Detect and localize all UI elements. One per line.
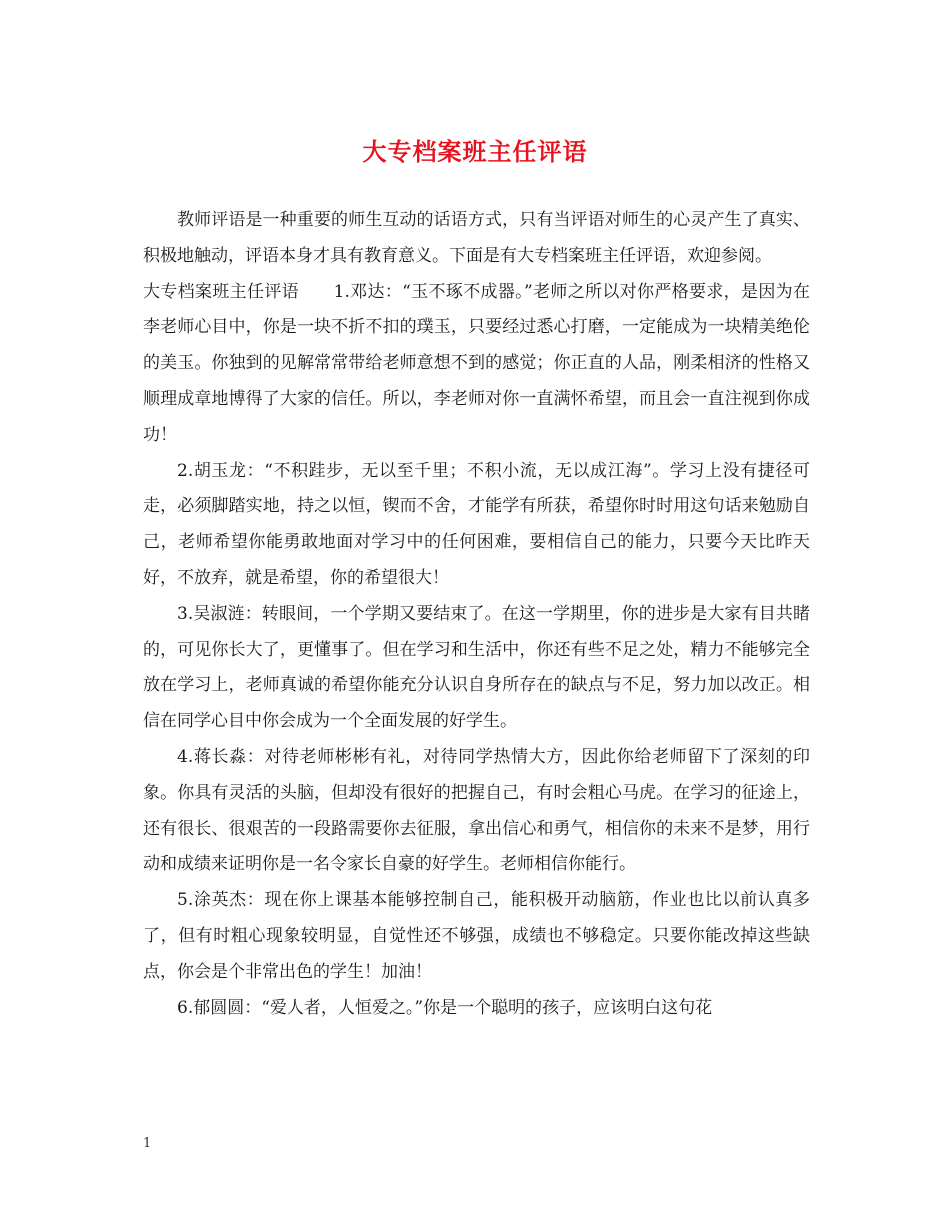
paragraph-comment-6: 6.郁圆圆：“爱人者，人恒爱之。”你是一个聪明的孩子，应该明白这句花 bbox=[177, 997, 713, 1018]
document-body bbox=[143, 203, 810, 1026]
paragraph-comment-1: 大专档案班主任评语 1.邓达：“玉不琢不成器。”老师之所以对你严格要求，是因为在李老师心目中，你是一块不折不扣的璞玉，只要经过悉心打磨，一定能成为一块精美绝伦的美玉。你独到的见解常常带给老师意想不到的感觉；你正直的人品，刚柔相济的性格又顺理成章地博得了大家的信任。所以，李老师对你一直满怀希望，而且会一直注视到你成功！ bbox=[143, 281, 810, 445]
page-number: 1 bbox=[143, 1136, 152, 1151]
paragraph-comment-5: 5.涂英杰：现在你上课基本能够控制自己，能积极开动脑筋，作业也比以前认真多了，但有时粗心现象较明显，自觉性还不够强，成绩也不够稳定。只要你能改掉这些缺点，你会是个非常出色的学生！加油！ bbox=[143, 890, 810, 982]
paragraph-comment-3: 3.吴淑涟：转眼间，一个学期又要结束了。在这一学期里，你的进步是大家有目共睹的，可见你长大了，更懂事了。但在学习和生活中，你还有些不足之处，精力不能够完全放在学习上，老师真诚的希望你能充分认识自身所存在的缺点与不足，努力加以改正。相信在同学心目中你会成为一个全面发展的好学生。 bbox=[143, 603, 810, 732]
document-title: 大专档案班主任评语 bbox=[362, 137, 588, 166]
paragraph-intro: 教师评语是一种重要的师生互动的话语方式，只有当评语对师生的心灵产生了真实、积极地触动，评语本身才具有教育意义。下面是有大专档案班主任评语，欢迎参阅。 bbox=[143, 210, 810, 266]
paragraph-comment-4: 4.蒋长淼：对待老师彬彬有礼，对待同学热情大方，因此你给老师留下了深刻的印象。你具有灵活的头脑，但却没有很好的把握自己，有时会粗心马虎。在学习的征途上，还有很长、很艰苦的一段路需要你去征服，拿出信心和勇气，相信你的未来不是梦，用行动和成绩来证明你是一名令家长自豪的好学生。老师相信你能行。 bbox=[143, 746, 810, 875]
paragraph-comment-2: 2.胡玉龙：“不积跬步，无以至千里；不积小流，无以成江海”。学习上没有捷径可走，必须脚踏实地，持之以恒，锲而不舍，才能学有所获，希望你时时用这句话来勉励自己，老师希望你能勇敢地面对学习中的任何困难，要相信自己的能力，只要今天比昨天好，不放弃，就是希望，你的希望很大！ bbox=[143, 460, 810, 588]
